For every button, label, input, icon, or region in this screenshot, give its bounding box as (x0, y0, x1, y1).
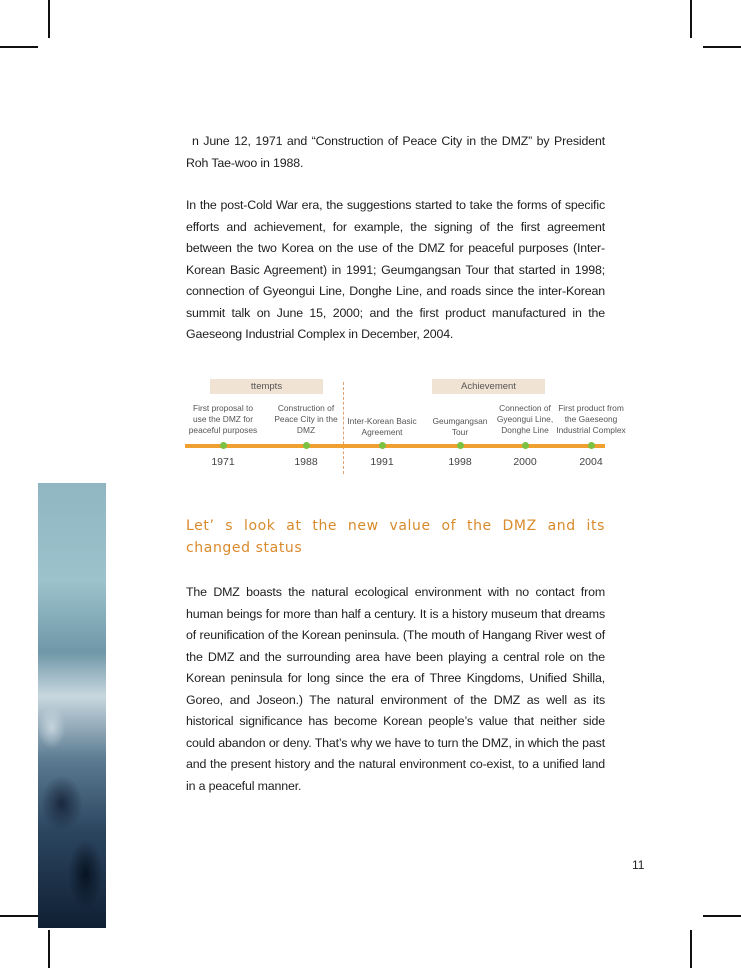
crop-mark-bottom-left-v (48, 930, 50, 968)
timeline-line (185, 444, 605, 448)
event-year-2004: 2004 (579, 456, 603, 468)
event-label-1988: Construction of Peace City in the DMZ (274, 403, 338, 436)
intro-paragraph: n June 12, 1971 and “Construction of Peace City in the DMZ” by President Roh Tae-woo in 1988. (186, 134, 605, 170)
event-dot-1971 (220, 442, 227, 449)
event-label-1971: First proposal to use the DMZ for peaceful purposes (188, 403, 258, 436)
event-label-1998: Geumgangsan Tour (432, 416, 488, 438)
tag-achievement: Achievement (432, 379, 545, 394)
event-year-1998: 1998 (448, 456, 472, 468)
crop-mark-bottom-left-h (0, 915, 38, 917)
event-year-1971: 1971 (211, 456, 235, 468)
event-label-2000: Connection of Gyeongui Line, Donghe Line (496, 403, 554, 436)
event-year-1988: 1988 (294, 456, 318, 468)
section-heading: Let’ s look at the new value of the DMZ and its changed status (186, 518, 605, 556)
crop-mark-bottom-right-v (690, 930, 692, 968)
event-year-1991: 1991 (370, 456, 394, 468)
tag-attempts: ttempts (210, 379, 323, 394)
crop-mark-top-left-h (0, 46, 38, 48)
event-label-2004: First product from the Gaeseong Industrial Complex (556, 403, 626, 436)
event-dot-2004 (588, 442, 595, 449)
event-label-1991: Inter-Korean Basic Agreement (347, 416, 417, 438)
dmz-value-paragraph: The DMZ boasts the natural ecological environment with no contact from human beings for more than half a century. It is a history museum that dreams of reunification of the Korean peninsula. (The mouth of Hangang River west of the DMZ and the surrounding area have been playing a central role on the Korean peninsula for long since the era of Three Kingdoms, Unified Shilla, Goreo, and Joseon.) The natural environment of the DMZ as well as its historical significance has become Korean people’s value that neither side could abandon or deny. That’s why we have to turn the DMZ, in which the past and the present history and the natural environment co-exist, to a unified land in a peaceful manner. (186, 585, 605, 793)
timeline-divider (343, 382, 344, 474)
crop-mark-top-left-v (48, 0, 50, 38)
event-dot-1988 (303, 442, 310, 449)
post-cold-war-paragraph: In the post-Cold War era, the suggestions started to take the forms of specific efforts and achievement, for example, the signing of the first agreement between the two Korea on the use of the DMZ for peaceful purposes (Inter-Korean Basic Agreement) in 1991; Geumgangsan Tour that started in 1998; connection of Gyeongui Line, Donghe Line, and roads since the inter-Korean summit talk on June 15, 2000; and the first product manufactured in the Gaeseong Industrial Complex in December, 2004. (186, 198, 605, 341)
event-dot-1998 (457, 442, 464, 449)
page-number: 11 (632, 858, 645, 872)
event-dot-1991 (379, 442, 386, 449)
crop-mark-bottom-right-h (703, 915, 741, 917)
dmz-timeline (183, 376, 631, 476)
crop-mark-top-right-h (703, 46, 741, 48)
crop-mark-top-right-v (690, 0, 692, 38)
event-year-2000: 2000 (513, 456, 537, 468)
event-dot-2000 (522, 442, 529, 449)
dmz-landscape-photo (38, 483, 106, 928)
